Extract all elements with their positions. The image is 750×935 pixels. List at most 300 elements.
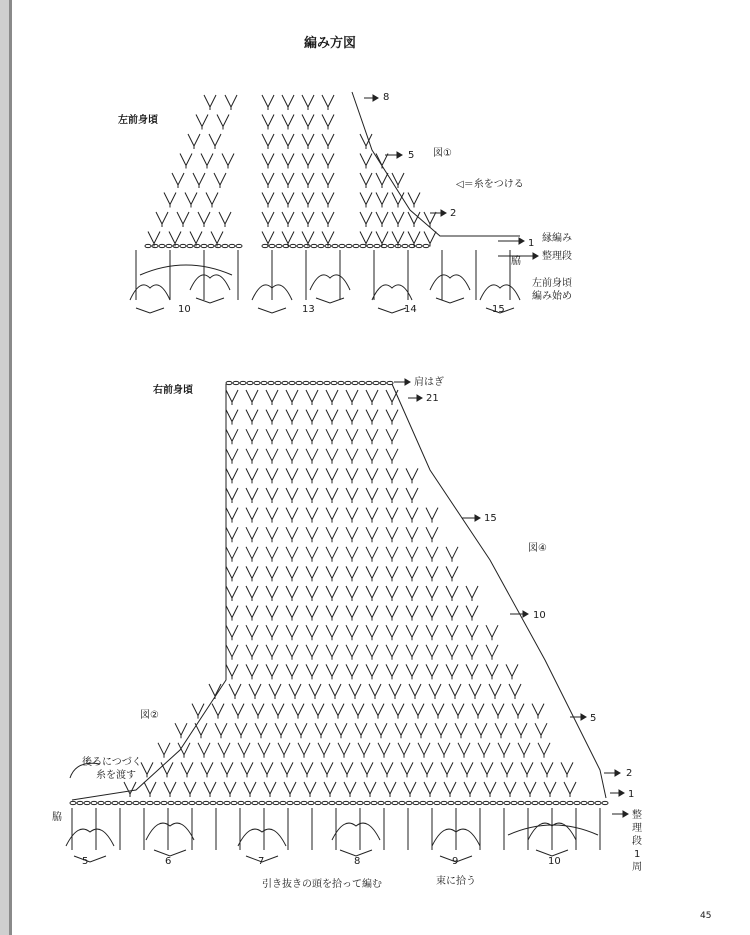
chain-stitch	[182, 801, 188, 804]
v-stitch	[455, 723, 467, 735]
chain-stitch	[210, 801, 216, 804]
v-stitch	[544, 782, 556, 794]
setup-label: 整理段	[542, 251, 572, 262]
v-stitch	[282, 154, 294, 166]
v-stitch	[226, 527, 238, 539]
v-stitch	[198, 212, 210, 224]
v-stitch	[181, 762, 193, 774]
chain-stitch	[359, 381, 365, 384]
pattern-number: 8	[354, 856, 361, 867]
chain-stitch	[152, 244, 158, 247]
row-arrow-head	[405, 379, 410, 385]
v-stitch	[302, 115, 314, 127]
v-stitch	[306, 586, 318, 598]
pattern-number: 15	[492, 304, 505, 315]
v-stitch	[286, 410, 298, 422]
v-stitch	[249, 684, 261, 696]
v-stitch	[302, 193, 314, 205]
chain-stitch	[462, 801, 468, 804]
v-stitch	[201, 762, 213, 774]
pattern-number: 10	[548, 856, 561, 867]
v-stitch	[292, 704, 304, 716]
v-stitch	[262, 193, 274, 205]
v-stitch	[222, 154, 234, 166]
v-stitch	[282, 134, 294, 146]
chain-stitch	[247, 381, 253, 384]
v-stitch	[226, 645, 238, 657]
v-stitch	[322, 232, 334, 244]
chain-stitch	[119, 801, 125, 804]
v-stitch	[406, 664, 418, 676]
v-stitch	[324, 782, 336, 794]
v-stitch	[261, 762, 273, 774]
chain-stitch	[269, 244, 275, 247]
v-stitch	[272, 704, 284, 716]
v-stitch	[286, 468, 298, 480]
v-stitch	[246, 449, 258, 461]
v-stitch	[244, 782, 256, 794]
v-stitch	[322, 193, 334, 205]
v-stitch	[282, 193, 294, 205]
setup-char: 1	[634, 849, 641, 860]
v-stitch	[398, 743, 410, 755]
v-stitch	[409, 684, 421, 696]
v-stitch	[366, 390, 378, 402]
v-stitch	[515, 723, 527, 735]
v-stitch	[408, 193, 420, 205]
v-stitch	[206, 193, 218, 205]
v-stitch	[446, 586, 458, 598]
border-arc	[140, 265, 232, 275]
v-stitch	[386, 468, 398, 480]
front-edge	[72, 384, 226, 800]
v-stitch	[209, 134, 221, 146]
v-stitch	[346, 625, 358, 637]
v-stitch	[193, 173, 205, 185]
v-stitch	[366, 527, 378, 539]
v-stitch	[424, 232, 436, 244]
row-arrows	[364, 95, 628, 817]
chain-stitch	[511, 801, 517, 804]
v-stitch	[384, 782, 396, 794]
v-stitch	[366, 664, 378, 676]
v-stitch	[286, 390, 298, 402]
v-stitch	[412, 704, 424, 716]
setup-char: 段	[632, 836, 642, 847]
v-stitch	[366, 488, 378, 500]
row-label-2: 2	[450, 208, 457, 219]
row-label-5: 5	[408, 150, 415, 161]
setup-char: 整	[632, 810, 642, 821]
v-stitch	[392, 212, 404, 224]
start-note-2: 編み始め	[532, 291, 572, 302]
row-label-21: 21	[426, 393, 439, 404]
chain-stitch	[161, 801, 167, 804]
chain-stitch	[180, 244, 186, 247]
v-stitch	[204, 95, 216, 107]
v-stitch	[306, 488, 318, 500]
chain-stitch	[245, 801, 251, 804]
row-arrow-head	[615, 770, 620, 776]
chain-stitch	[602, 801, 608, 804]
v-stitch	[215, 723, 227, 735]
carry-note-1: 後ろにつづく	[82, 757, 142, 768]
v-stitch	[512, 704, 524, 716]
chain-stitch	[336, 801, 342, 804]
chain-stitch	[345, 381, 351, 384]
v-stitch	[304, 782, 316, 794]
chain-stitch	[296, 381, 302, 384]
side-label: 脇	[511, 256, 521, 267]
v-stitch	[241, 762, 253, 774]
v-stitch	[424, 212, 436, 224]
scallop-base	[258, 308, 286, 313]
chain-stitch	[352, 381, 358, 384]
scallop-base	[378, 308, 406, 313]
v-stitch	[306, 429, 318, 441]
note-slip-stitch: 引き抜きの頭を拾って編む	[262, 879, 382, 890]
v-stitch	[369, 684, 381, 696]
chain-stitch	[385, 801, 391, 804]
chain-stitch	[497, 801, 503, 804]
chain-stitch	[105, 801, 111, 804]
v-stitch	[255, 723, 267, 735]
v-stitch	[326, 547, 338, 559]
v-stitch	[366, 410, 378, 422]
v-stitch	[366, 645, 378, 657]
v-stitch	[364, 782, 376, 794]
chain-stitch	[574, 801, 580, 804]
v-stitch	[286, 566, 298, 578]
thread-note: ◁＝糸をつける	[456, 179, 524, 190]
chain-stitch	[469, 801, 475, 804]
chain-stitch	[346, 244, 352, 247]
v-stitch	[124, 782, 136, 794]
v-stitch	[386, 586, 398, 598]
v-stitch	[322, 173, 334, 185]
v-stitch	[506, 664, 518, 676]
v-stitch	[504, 782, 516, 794]
setup-char: 理	[632, 823, 642, 834]
v-stitch	[322, 95, 334, 107]
v-stitch	[301, 762, 313, 774]
chain-stitch	[567, 801, 573, 804]
v-stitch	[478, 743, 490, 755]
chain-stitch	[268, 381, 274, 384]
v-stitch	[246, 410, 258, 422]
v-stitch	[282, 95, 294, 107]
chain-stitch	[402, 244, 408, 247]
chain-stitch	[357, 801, 363, 804]
row-label-1-right: 1	[628, 789, 635, 800]
v-stitch	[426, 566, 438, 578]
chain-stitch	[201, 244, 207, 247]
v-stitch	[306, 606, 318, 618]
chain-stitch	[290, 244, 296, 247]
chain-stitch	[366, 381, 372, 384]
chain-stitch	[98, 801, 104, 804]
v-stitch	[466, 586, 478, 598]
scallop	[66, 829, 114, 846]
chain-stitch	[77, 801, 83, 804]
edge-label: 縁編み	[542, 233, 572, 244]
row-label-15: 15	[484, 513, 497, 524]
chain-stitch	[173, 244, 179, 247]
scallop	[190, 275, 230, 290]
v-stitch	[258, 743, 270, 755]
v-stitch	[266, 449, 278, 461]
chain-stitch	[261, 381, 267, 384]
v-stitch	[355, 723, 367, 735]
v-stitch	[366, 508, 378, 520]
chain-stitch	[546, 801, 552, 804]
chain-stitch	[147, 801, 153, 804]
v-stitch	[246, 468, 258, 480]
chain-stitch	[476, 801, 482, 804]
v-stitch	[278, 743, 290, 755]
chain-stitch	[392, 801, 398, 804]
v-stitch	[286, 606, 298, 618]
chain-stitch	[187, 244, 193, 247]
v-stitch	[229, 684, 241, 696]
v-stitch	[432, 704, 444, 716]
v-stitch	[341, 762, 353, 774]
v-stitch	[266, 410, 278, 422]
v-stitch	[446, 664, 458, 676]
v-stitch	[376, 173, 388, 185]
v-stitch	[172, 173, 184, 185]
fig2-label: 図②	[140, 710, 159, 721]
chain-stitch	[399, 801, 405, 804]
v-stitch	[306, 508, 318, 520]
v-stitch	[269, 684, 281, 696]
v-stitch	[295, 723, 307, 735]
v-stitch	[282, 232, 294, 244]
chain-stitch	[374, 244, 380, 247]
v-stitch	[381, 762, 393, 774]
chain-stitch	[331, 381, 337, 384]
chain-stitch	[231, 801, 237, 804]
v-stitch	[446, 625, 458, 637]
v-stitch	[266, 625, 278, 637]
left-front-label: 左前身頃	[118, 115, 158, 126]
v-stitch	[226, 390, 238, 402]
v-stitch	[282, 115, 294, 127]
v-stitch	[266, 429, 278, 441]
v-stitch	[444, 782, 456, 794]
v-stitch	[196, 115, 208, 127]
chain-stitch	[240, 381, 246, 384]
v-stitch	[286, 547, 298, 559]
v-stitch	[185, 193, 197, 205]
v-stitch	[226, 606, 238, 618]
chain-stitch	[360, 244, 366, 247]
v-stitch	[366, 429, 378, 441]
v-stitch	[281, 762, 293, 774]
v-stitch	[426, 625, 438, 637]
chain-stitch	[266, 801, 272, 804]
chain-stitch	[238, 801, 244, 804]
v-stitch	[226, 410, 238, 422]
v-stitch	[346, 586, 358, 598]
v-stitch	[360, 193, 372, 205]
v-stitch	[532, 704, 544, 716]
v-stitch	[246, 606, 258, 618]
v-stitch	[214, 173, 226, 185]
v-stitch	[361, 762, 373, 774]
chain-stitch	[373, 381, 379, 384]
chain-stitch	[229, 244, 235, 247]
chain-stitch	[388, 244, 394, 247]
v-stitch	[376, 232, 388, 244]
v-stitch	[458, 743, 470, 755]
v-stitch	[426, 664, 438, 676]
chain-stitch	[595, 801, 601, 804]
scallop-base	[436, 298, 464, 303]
v-stitch	[561, 762, 573, 774]
scallop-base	[196, 298, 224, 303]
chain-stitch	[318, 244, 324, 247]
chain-stitch	[262, 244, 268, 247]
chain-stitch	[324, 381, 330, 384]
v-stitch	[475, 723, 487, 735]
v-stitch	[318, 743, 330, 755]
v-stitch	[286, 625, 298, 637]
v-stitch	[335, 723, 347, 735]
v-stitch	[435, 723, 447, 735]
v-stitch	[158, 743, 170, 755]
chain-stitch	[339, 244, 345, 247]
v-stitch	[312, 704, 324, 716]
chain-stitch	[434, 801, 440, 804]
chain-stitch	[364, 801, 370, 804]
v-stitch	[404, 782, 416, 794]
chain-stitch	[276, 244, 282, 247]
v-stitch	[246, 429, 258, 441]
v-stitch	[144, 782, 156, 794]
pattern-number: 9	[452, 856, 459, 867]
v-stitch	[366, 547, 378, 559]
chain-stitch	[194, 244, 200, 247]
v-stitch	[386, 645, 398, 657]
v-stitch	[211, 232, 223, 244]
v-stitch	[306, 410, 318, 422]
v-stitch	[246, 625, 258, 637]
chain-stitch	[427, 801, 433, 804]
v-stitch	[386, 547, 398, 559]
chain-stitch	[70, 801, 76, 804]
v-stitch	[360, 232, 372, 244]
v-stitch	[346, 664, 358, 676]
chain-stitch	[217, 801, 223, 804]
chain-stitch	[236, 244, 242, 247]
v-stitch	[286, 645, 298, 657]
chain-stitch	[423, 244, 429, 247]
v-stitch	[518, 743, 530, 755]
v-stitch	[386, 625, 398, 637]
chain-stitch	[140, 801, 146, 804]
v-stitch	[221, 762, 233, 774]
v-stitch	[246, 586, 258, 598]
v-stitch	[246, 645, 258, 657]
chain-stitch	[208, 244, 214, 247]
v-stitch	[386, 429, 398, 441]
v-stitch	[190, 232, 202, 244]
v-stitch	[164, 782, 176, 794]
carry-note-2: 糸を渡す	[96, 770, 136, 781]
v-stitch	[262, 95, 274, 107]
v-stitch	[338, 743, 350, 755]
row-arrow-head	[475, 515, 480, 521]
v-stitch	[226, 586, 238, 598]
pattern-number: 14	[404, 304, 417, 315]
v-stitch	[286, 586, 298, 598]
v-stitch	[266, 547, 278, 559]
v-stitch	[302, 154, 314, 166]
v-stitch	[266, 586, 278, 598]
v-stitch	[306, 625, 318, 637]
v-stitch	[175, 723, 187, 735]
v-stitch	[169, 232, 181, 244]
chain-stitch	[322, 801, 328, 804]
chain-stitch	[280, 801, 286, 804]
v-stitch	[406, 488, 418, 500]
v-stitch	[346, 449, 358, 461]
v-stitch	[366, 468, 378, 480]
v-stitch	[486, 645, 498, 657]
start-note-1: 左前身頃	[532, 278, 572, 289]
v-stitch	[429, 684, 441, 696]
v-stitch	[266, 566, 278, 578]
v-stitch	[286, 527, 298, 539]
chain-stitch	[289, 381, 295, 384]
v-stitch	[360, 154, 372, 166]
v-stitch	[262, 212, 274, 224]
v-stitch	[266, 508, 278, 520]
v-stitch	[217, 115, 229, 127]
chain-stitch	[338, 381, 344, 384]
v-stitch	[389, 684, 401, 696]
v-stitch	[446, 566, 458, 578]
v-stitch	[322, 134, 334, 146]
v-stitch	[284, 782, 296, 794]
v-stitch	[426, 527, 438, 539]
chain-stitch	[112, 801, 118, 804]
v-stitch	[446, 547, 458, 559]
v-stitch	[360, 173, 372, 185]
v-stitch	[346, 527, 358, 539]
v-stitch	[538, 743, 550, 755]
row-arrow-head	[519, 238, 524, 244]
chain-stitch	[371, 801, 377, 804]
v-stitch	[386, 606, 398, 618]
scallop	[480, 285, 520, 300]
chain-stitch	[303, 381, 309, 384]
v-stitch	[226, 547, 238, 559]
v-stitch	[426, 508, 438, 520]
chain-stitch	[581, 801, 587, 804]
v-stitch	[541, 762, 553, 774]
v-stitch	[156, 212, 168, 224]
chain-stitch	[273, 801, 279, 804]
v-stitch	[286, 664, 298, 676]
v-stitch	[495, 723, 507, 735]
v-stitch	[372, 704, 384, 716]
v-stitch	[346, 468, 358, 480]
v-stitch	[386, 664, 398, 676]
v-stitch	[484, 782, 496, 794]
v-stitch	[180, 154, 192, 166]
